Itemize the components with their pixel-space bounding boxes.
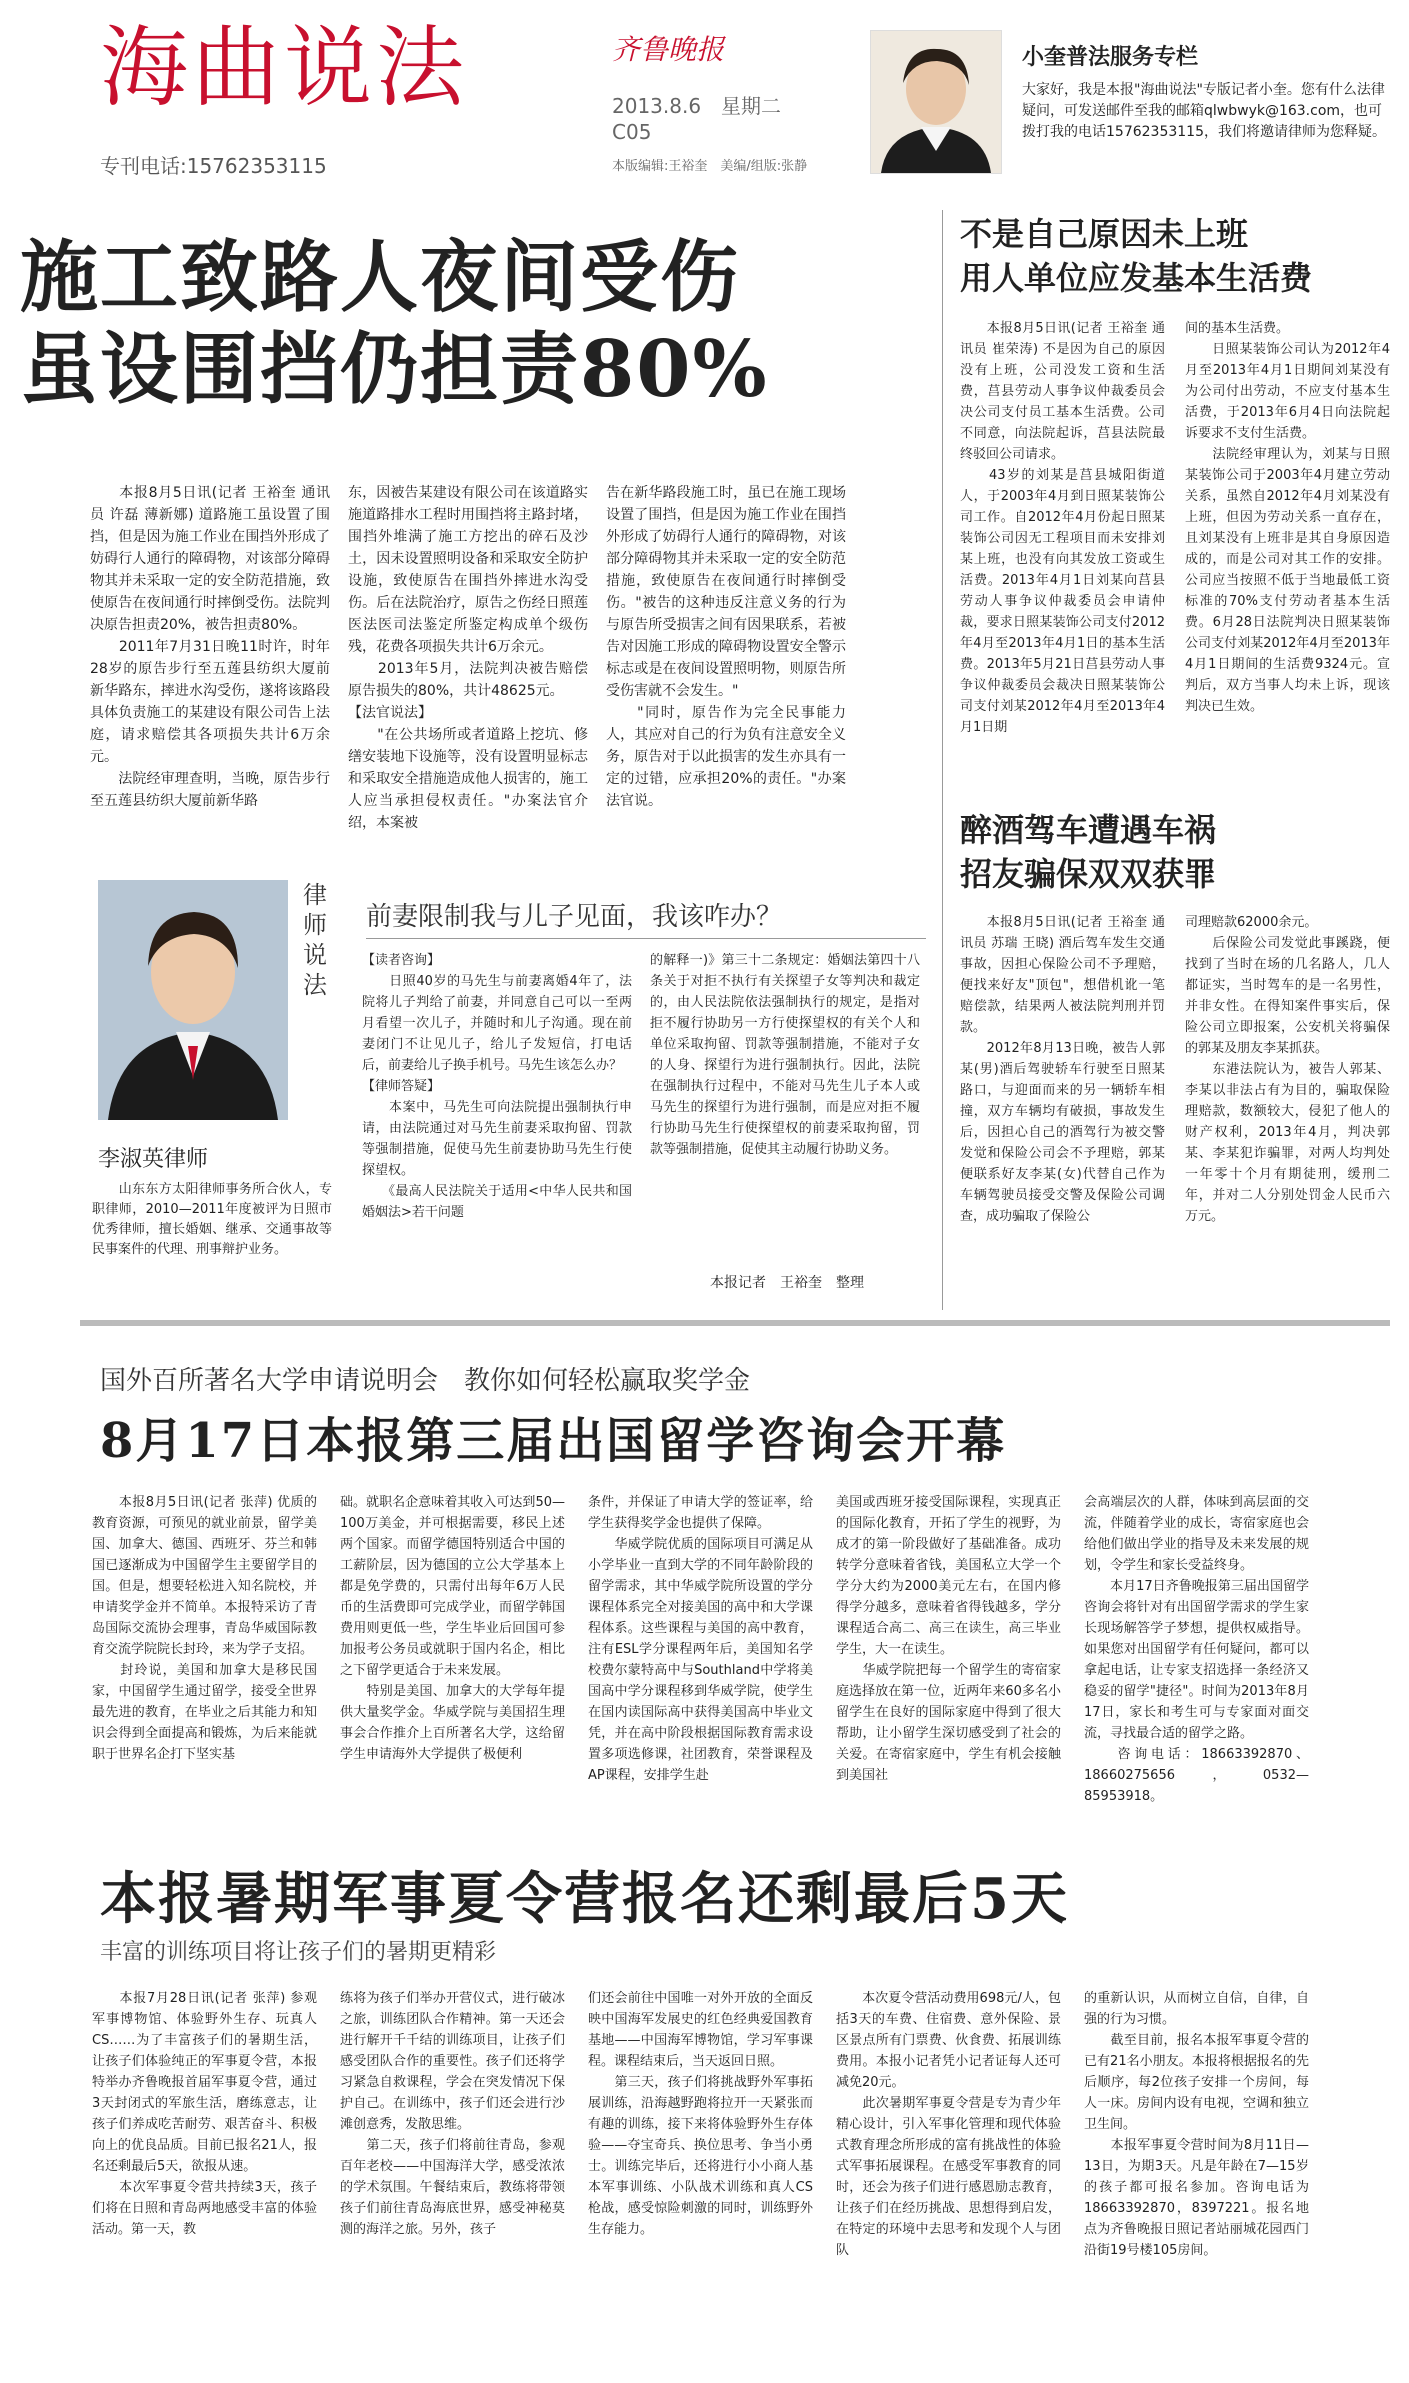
lawyer-name: 李淑英律师 (98, 1147, 209, 1172)
lawyer-question-title: 前妻限制我与儿子见面，我该咋办？ (366, 902, 783, 932)
section-masthead: 海曲说法 (100, 16, 469, 119)
side1-headline-line2: 用人单位应发基本生活费 (960, 259, 1313, 297)
section-separator (80, 1320, 1390, 1326)
issue-date: 2013.8.6 星期二 (612, 94, 782, 118)
study-col5: 会高端层次的人群，体味到高层面的交流，伴随着学业的成长，寄宿家庭也会给他们做出学业的指导及未来发展的规划，令学生和家长受益终身。 本月17日齐鲁晚报第三届出国留学咨询会将针对有出国留学需求的学生家长现场解答学子梦想，提供权威指导。如果您对出国留学有任何疑问，都可以拿起电话，让专家支招选择一条经济又稳妥的留学"捷径"。时间为2013年8月17日，家长和考生可与专家面对面交流，寻找最合适的留学之路。 咨询电话：18663392870、18660275656，0532—85953918。 (1084, 1495, 1309, 1804)
study-col1: 本报8月5日讯(记者 张萍) 优质的教育资源，可预见的就业前景，留学美国、加拿大、德国、西班牙、芬兰和韩国已逐渐成为中国留学生主要留学目的国。但是，想要轻松进入知名院校，并申请奖学金并不简单。本报特采访了青岛国际交流协会理事，青岛华威国际教育交流学院院长封玲，来为学子支招。 封玲说，美国和加拿大是移民国家，中国留学生通过留学，接受全世界最先进的教育，在毕业之后其能力和知识会得到全面提高和锻炼，为后来能就职于世界名企打下坚实基 (92, 1495, 317, 1762)
side2-headline (960, 808, 1216, 896)
side2-col2: 司理赔款62000余元。 后保险公司发觉此事蹊跷，便找到了当时在场的几名路人，几人都证实，当时驾车的是一名男性，并非女性。在得知案件事实后，保险公司立即报案，公安机关将骗保的郭某及朋友李某抓获。 东港法院认为，被告人郭某、李某以非法占有为目的，骗取保险理赔款，数额较大，侵犯了他人的财产权利，2013年4月，判决郭某、李某犯诈骗罪，对两人均判处一年零十个月有期徒刑，缓刑二年，并对二人分别处罚金人民币六万元。 (1185, 915, 1390, 1224)
page-number: C05 (612, 120, 652, 144)
side1-headline (960, 212, 1312, 300)
main-article-col3: 告在新华路段施工时，虽已在施工现场设置了围挡，但是因为施工作业在围挡外形成了妨碍行人通行的障碍物，对该部分障碍物其并未采取一定的安全防范措施，致使原告在夜间通行时摔倒受伤。"被告的这种违反注意义务的行为与原告所受损害之间有因果联系，若被告对因施工形成的障碍物设置安全警示标志或是在夜间设置照明物，则原告所受伤害就不会发生。" "同时，原告作为完全民事能力人，其应对自己的行为负有注意安全义务，原告对于以此损害的发生亦具有一定的过错，应承担20%的责任。"办案法官说。 (606, 485, 846, 809)
lawyer-photo (98, 880, 288, 1120)
summer-camp-subheadline: 丰富的训练项目将让孩子们的暑期更精彩 (100, 1940, 497, 1965)
editor-credits: 本版编辑:王裕奎 美编/组版:张静 (612, 159, 808, 174)
side1-col2: 间的基本生活费。 日照某装饰公司认为2012年4月至2013年4月1日期间刘某没有为公司付出劳动，不应支付基本生活费，于2013年6月4日向法院起诉要求不支付生活费。 法院经审理认为，刘某与日照某装饰公司于2003年4月建立劳动关系，虽然自2012年4月刘某没有上班，但因为劳动关系一直存在，且刘某没有上班非是其自身原因造成的，而是公司对其工作的安排。公司应当按照不低于当地最低工资标准的70%支付劳动者基本生活费。6月28日法院判决日照某装饰公司支付刘某2012年4月至2013年4月1日期间的生活费9324元。宣判后，双方当事人均未上诉，现该判决已生效。 (1185, 321, 1390, 714)
camp-col3: 们还会前往中国唯一对外开放的全面反映中国海军发展史的红色经典爱国教育基地——中国海军博物馆，学习军事课程。课程结束后，当天返回日照。 第三天，孩子们将挑战野外军事拓展训练，沿海越野跑将拉开一天紧张而有趣的训练，接下来将体验野外生存体验——夺宝奇兵、换位思考、争当小勇士。训练完毕后，还将进行小小商人基本军事训练、小队战术训练和真人CS枪战，感受惊险刺激的同时，训练野外生存能力。 (588, 1991, 813, 2237)
lawyer-col1: 【读者咨询】 日照40岁的马先生与前妻离婚4年了，法院将儿子判给了前妻，并同意自己可以一至两月看望一次儿子，并随时和儿子沟通。现在前妻闭门不让见儿子，给儿子发短信，打电话后，前妻给儿子换手机号。马先生该怎么办？ 【律师答疑】 本案中，马先生可向法院提出强制执行申请，由法院通过对马先生前妻采取拘留、罚款等强制措施，促使马先生前妻协助马先生行使探望权。 《最高人民法院关于适用<中华人民共和国婚姻法>若干问题 (362, 953, 632, 1220)
main-headline (20, 232, 769, 416)
study-col3: 条件，并保证了申请大学的签证率，给学生获得奖学金也提供了保障。 华威学院优质的国际项目可满足从小学毕业一直到大学的不同年龄阶段的留学需求，其中华威学院所设置的学分课程体系完全对接美国的高中和大学课程体系。这些课程与美国的高中教育，注有ESL学分课程两年后，美国知名学校费尔蒙特高中与Southland中学将美国高中学分课程移到华威学院，使学生在国内读国际高中获得美国高中毕业文凭，并在高中阶段根据国际教育需求设置多项选修课，社团教育，荣誉课程及AP课程，安排学生赴 (588, 1495, 813, 1783)
side2-headline-line1: 醉酒驾车遭遇车祸 (960, 811, 1217, 849)
camp-col5: 的重新认识，从而树立自信，自律，自强的行为习惯。 截至目前，报名本报军事夏令营的已有21名小朋友。本报将根据报名的先后顺序，每2位孩子安排一个房间，每人一床。房间内设有电视，空调和独立卫生间。 本报军事夏令营时间为8月11日—13日，为期3天。凡是年龄在7—15岁的孩子都可报名参加。咨询电话为18663392870，8397221。报名地点为齐鲁晚报日照记者站丽城花园西门沿街19号楼105房间。 (1084, 1991, 1309, 2258)
lawyer-col2: 的解释一)》第三十二条规定：婚姻法第四十八条关于对拒不执行有关探望子女等判决和裁定的，由人民法院依法强制执行的规定，是指对拒不履行协助另一方行使探望权的有关个人和单位采取拘留、罚款等强制措施，不能对子女的人身、探望行为进行强制执行。因此，法院在强制执行过程中，不能对马先生儿子本人或马先生的探望行为进行强制，而是应对拒不履行协助马先生行使探望权的前妻采取拘留，罚款等强制措施，促使其主动履行协助义务。 (650, 953, 920, 1157)
side1-headline-line1: 不是自己原因未上班 (960, 215, 1249, 253)
question-rule (366, 938, 926, 939)
study-abroad-headline: 8月17日本报第三届出国留学咨询会开幕 (100, 1413, 1007, 1469)
study-col2: 础。就职名企意味着其收入可达到50—100万美金，并可根据需要，移民上述两个国家。而留学德国特别适合中国的工薪阶层，因为德国的立公大学基本上都是免学费的，只需付出每年6万人民币的生活费即可完成学业，而留学韩国费用则更低一些，学生毕业后回国可参加报考公务员或就职于国内名企，相比之下留学更适合于未来发展。 特别是美国、加拿大的大学每年提供大量奖学金。华威学院与美国招生理事会合作推介上百所著名大学，这给留学生申请海外大学提供了极便利 (340, 1495, 565, 1762)
side1-col1: 本报8月5日讯(记者 王裕奎 通讯员 崔荣涛) 不是因为自己的原因没有上班，公司没发工资和生活费，莒县劳动人事争议仲裁委员会决公司支付员工基本生活费。公司不同意，向法院起诉，莒县法院最终驳回公司请求。 43岁的刘某是莒县城阳街道人，于2003年4月到日照某装饰公司工作。自2012年4月份起日照某装饰公司因无工程项目而未安排刘某上班，也没有向其发放工资或生活费。2013年4月1日刘某向莒县劳动人事争议仲裁委员会申请仲裁，要求日照某装饰公司支付2012年4月至2013年4月1日的基本生活费。2013年5月21日莒县劳动人事争议仲裁委员会裁决日照某装饰公司支付刘某2012年4月至2013年4月1日期 (960, 321, 1165, 735)
study-col4: 美国或西班牙接受国际课程，实现真正的国际化教育，开拓了学生的视野，为成才的第一阶段做好了基础准备。成功转学分意味着省钱，美国私立大学一个学分大约为2000美元左右，在国内修得学分越多，意味着省得钱越多，学分课程适合高二、高三在读生，高三毕业学生，大一在读生。 华威学院把每一个留学生的寄宿家庭选择放在第一位，近两年来60多名小留学生在良好的国际家庭中得到了很大帮助，让小留学生深切感受到了社会的关爱。在寄宿家庭中，学生有机会接触到美国社 (836, 1495, 1061, 1783)
summer-camp-headline: 本报暑期军事夏令营报名还剩最后5天 (100, 1866, 1069, 1932)
section-hotline: 专刊电话:15762353115 (100, 154, 327, 178)
study-abroad-kicker: 国外百所著名大学申请说明会 教你如何轻松赢取奖学金 (100, 1366, 751, 1396)
reporter-photo (870, 30, 1002, 174)
column-divider (942, 210, 943, 1310)
main-article-col1: 本报8月5日讯(记者 王裕奎 通讯员 许磊 薄新娜) 道路施工虽设置了围挡，但是因为施工作业在围挡外形成了妨碍行人通行的障碍物，对该部分障碍物其并未采取一定的安全防范措施，致使原告在夜间通行时摔倒受伤。法院判决原告担责20%，被告担责80%。 2011年7月31日晚11时许，时年28岁的原告步行至五莲县纺织大厦前新华路东，摔进水沟受伤，遂将该路段具体负责施工的某建设有限公司告上法庭，请求赔偿其各项损失共计6万余元。 法院经审理查明，当晚，原告步行至五莲县纺织大厦前新华路 (90, 485, 330, 809)
main-headline-line2: 虽设围挡仍担责80% (20, 324, 769, 415)
camp-col4: 本次夏令营活动费用698元/人，包括3天的车费、住宿费、意外保险、景区景点所有门票费、伙食费、拓展训练费用。本报小记者凭小记者证每人还可减免20元。 此次暑期军事夏令营是专为青少年精心设计，引入军事化管理和现代体验式教育理念所形成的富有挑战性的体验式军事拓展课程。在感受军事教育的同时，还会为孩子们进行感恩励志教育，让孩子们在经历挑战、思想得到启发，在特定的环境中去思考和发现个人与团队 (836, 1991, 1061, 2258)
side2-headline-line2: 招友骗保双双获罪 (960, 855, 1217, 893)
lawyer-byline: 本报记者 王裕奎 整理 (710, 1275, 864, 1291)
lawyer-section-tag: 律师说法 (303, 881, 327, 999)
main-article-col2: 东，因被告某建设有限公司在该道路实施道路排水工程时用围挡将主路封堵，围挡外堆满了施工方挖出的碎石及沙土，因未设置照明设备和采取安全防护设施，致使原告在围挡外摔进水沟受伤。后在法院治疗，原告之伤经日照莲医法医司法鉴定所鉴定构成单个级伤残，花费各项损失共计6万余元。 2013年5月，法院判决被告赔偿原告损失的80%，共计48625元。 【法官说法】 "在公共场所或者道路上挖坑、修缮安装地下设施等，没有设置明显标志和采取安全措施造成他人损害的，施工人应当承担侵权责任。"办案法官介绍，本案被 (348, 485, 588, 831)
newspaper-logo: 齐鲁晚报 (612, 33, 725, 66)
side2-col1: 本报8月5日讯(记者 王裕奎 通讯员 苏瑞 王晓) 酒后驾车发生交通事故，因担心保险公司不予理赔，便找来好友"顶包"，想借机讹一笔赔偿款，结果两人被法院判刑并罚款。 2012年8月13日晚，被告人郭某(男)酒后驾驶轿车行驶至日照某路口，与迎面而来的另一辆轿车相撞，双方车辆均有破损，事故发生后，因担心自己的酒驾行为被交警发觉和保险公司会不予理赔，郭某便联系好友李某(女)代替自己作为车辆驾驶员接受交警及保险公司调查，成功骗取了保险公 (960, 915, 1165, 1224)
camp-col2: 练将为孩子们举办开营仪式，进行破冰之旅，训练团队合作精神。第一天还会进行解开千千结的训练项目，让孩子们感受团队合作的重要性。孩子们还将学习紧急自救课程，学会在突发情况下保护自己。在训练中，孩子们还会进行沙滩创意秀，发散思维。 第二天，孩子们将前往青岛，参观百年老校——中国海洋大学，感受浓浓的学术氛围。午餐结束后，教练将带领孩子们前往青岛海底世界，感受神秘莫测的海洋之旅。另外，孩子 (340, 1991, 565, 2237)
service-column-text: 大家好，我是本报"海曲说法"专版记者小奎。您有什么法律疑问，可发送邮件至我的邮箱qlwbwyk@163.com，也可拨打我的电话15762353115，我们将邀请律师为您释疑。 (1022, 82, 1386, 140)
main-headline-line1: 施工致路人夜间受伤 (20, 232, 741, 323)
lawyer-bio: 山东东方太阳律师事务所合伙人，专职律师，2010—2011年度被评为日照市优秀律师，擅长婚姻、继承、交通事故等民事案件的代理、刑事辩护业务。 (92, 1182, 332, 1257)
camp-col1: 本报7月28日讯(记者 张萍) 参观军事博物馆、体验野外生存、玩真人CS……为了丰富孩子们的暑期生活，让孩子们体验纯正的军事夏令营，本报特举办齐鲁晚报首届军事夏令营，通过3天封闭式的军旅生活，磨练意志，让孩子们养成吃苦耐劳、艰苦奋斗、积极向上的优良品质。目前已报名21人，报名还剩最后5天，欲报从速。 本次军事夏令营共持续3天，孩子们将在日照和青岛两地感受丰富的体验活动。第一天，教 (92, 1991, 317, 2237)
service-column-title: 小奎普法服务专栏 (1022, 45, 1199, 70)
